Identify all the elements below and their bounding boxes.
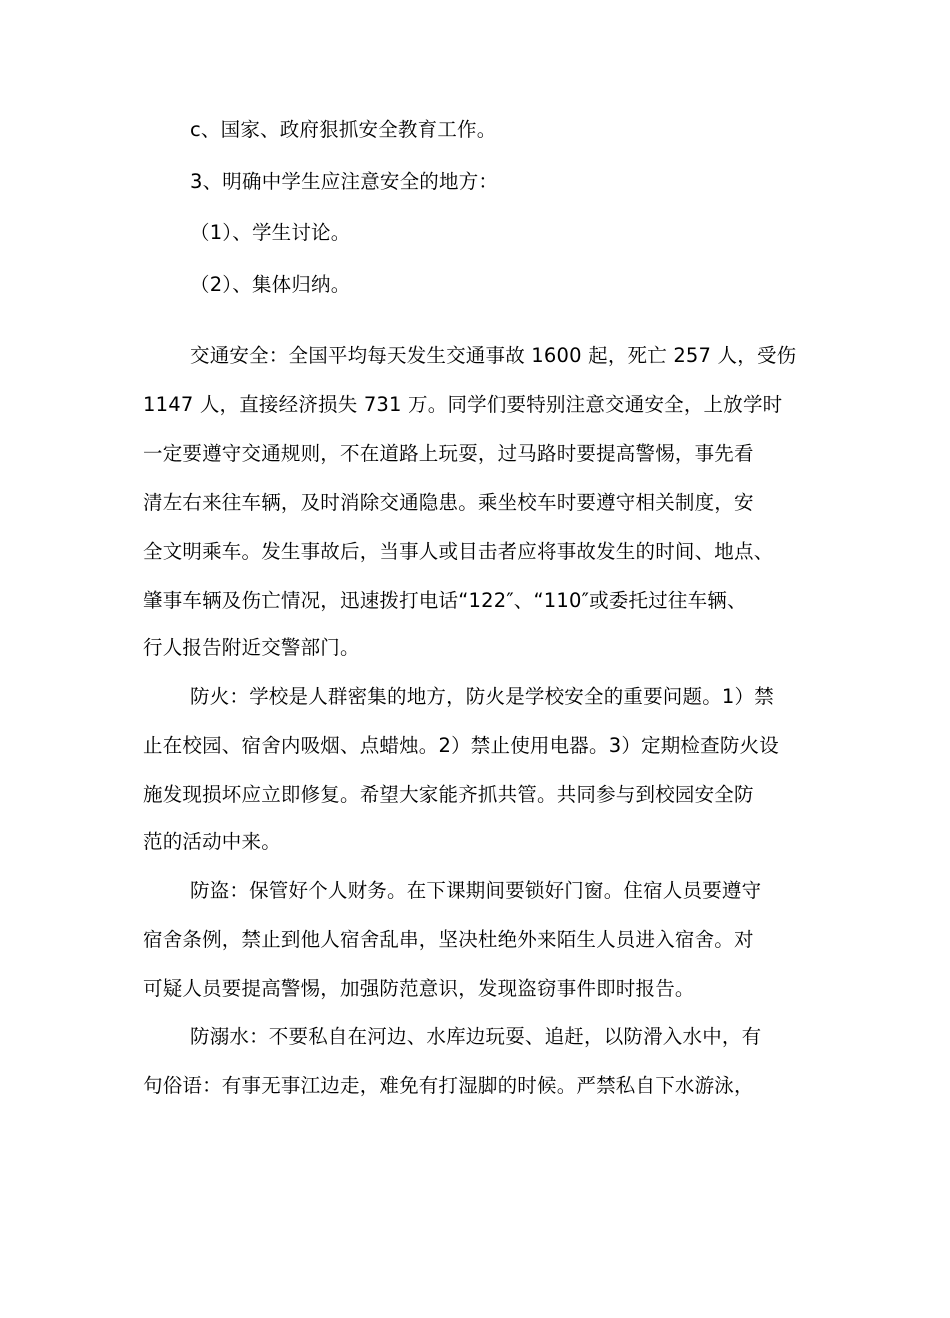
paragraph-line: 宿舍条例，禁止到他人宿舍乱串，坚决杜绝外来陌生人员进入宿舍。对 <box>143 928 754 951</box>
paragraph-line: 行人报告附近交警部门。 <box>143 636 360 659</box>
list-item-summary: （2）、集体归纳。 <box>190 273 351 296</box>
paragraph-line: 全文明乘车。发生事故后，当事人或目击者应将事故发生的时间、地点、 <box>143 540 774 563</box>
paragraph-line: 防盗：保管好个人财务。在下课期间要锁好门窗。住宿人员要遵守 <box>190 879 762 902</box>
paragraph-line: 肇事车辆及伤亡情况，迅速拨打电话“122″、“110″或委托过往车辆、 <box>143 589 747 612</box>
heading-safety-places: 3、明确中学生应注意安全的地方： <box>190 170 499 193</box>
paragraph-line: 交通安全：全国平均每天发生交通事故 1600 起，死亡 257 人，受伤 <box>190 344 797 367</box>
paragraph-line: 防溺水：不要私自在河边、水库边玩耍、追赶，以防滑入水中，有 <box>190 1025 762 1048</box>
paragraph-line: 一定要遵守交通规则，不在道路上玩耍，过马路时要提高警惕，事先看 <box>143 442 754 465</box>
paragraph-line: 防火：学校是人群密集的地方，防火是学校安全的重要问题。1）禁 <box>190 685 774 708</box>
list-item-c: c、国家、政府狠抓安全教育工作。 <box>190 118 497 141</box>
paragraph-line: 范的活动中来。 <box>143 830 281 853</box>
paragraph-line: 1147 人，直接经济损失 731 万。同学们要特别注意交通安全，上放学时 <box>143 393 783 416</box>
paragraph-line: 可疑人员要提高警惕，加强防范意识，发现盗窃事件即时报告。 <box>143 977 695 1000</box>
paragraph-line: 句俗语：有事无事江边走，难免有打湿脚的时候。严禁私自下水游泳， <box>143 1074 754 1097</box>
paragraph-line: 止在校园、宿舍内吸烟、点蜡烛。2）禁止使用电器。3）定期检查防火设 <box>143 734 779 757</box>
paragraph-line: 清左右来往车辆，及时消除交通隐患。乘坐校车时要遵守相关制度，安 <box>143 491 754 514</box>
list-item-discussion: （1）、学生讨论。 <box>190 221 351 244</box>
paragraph-line: 施发现损坏应立即修复。希望大家能齐抓共管。共同参与到校园安全防 <box>143 783 754 806</box>
